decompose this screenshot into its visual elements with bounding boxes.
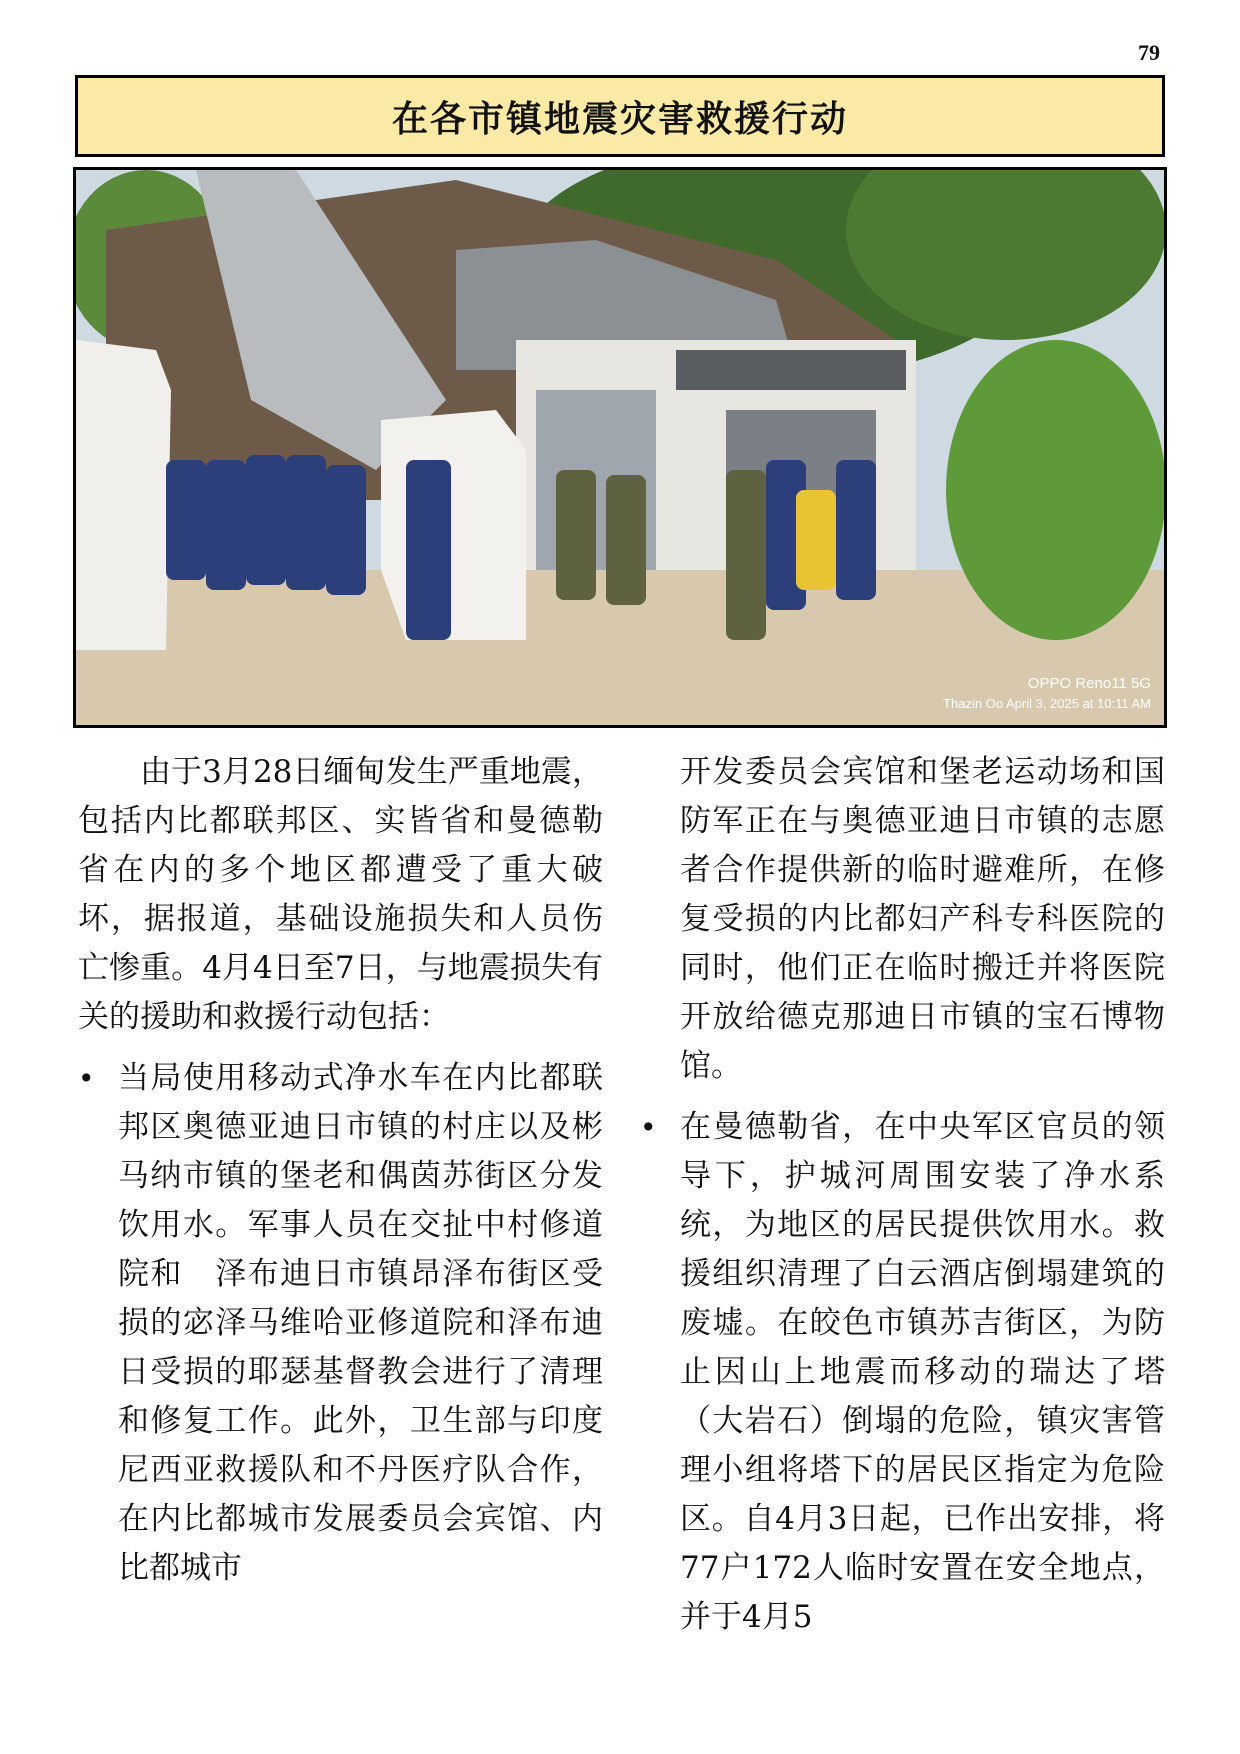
continued-paragraph: 开发委员会宾馆和堡老运动场和国防军正在与奥德亚迪日市镇的志愿者合作提供新的临时避难所，在修复受损的内比都妇产科专科医院的同时，他们正在临时搬迁并将医院开放给德克那迪日市镇的宝石博物馆。 (680, 754, 1165, 1084)
right-column (640, 748, 1165, 1642)
page-title: 在各市镇地震灾害救援行动 (391, 98, 848, 140)
intro-paragraph: 由于3月28日缅甸发生严重地震，包括内比都联邦区、实皆省和曼德勒省在内的多个地区都遭受了重大破坏，据报道，基础设施损失和人员伤亡惨重。4月4日至7日，与地震损失有关的援助和救援行动包括： (78, 754, 603, 1035)
bullet-text: 在曼德勒省，在中央军区官员的领导下，护城河周围安装了净水系统，为地区的居民提供饮用水。救援组织清理了白云酒店倒塌建筑的废墟。在皎色市镇苏吉街区，为防止因山上地震而移动的瑞达了塔（大岩石）倒塌的危险，镇灾害管理小组将塔下的居民区指定为危险区。自4月3日起，已作出安排，将77户172人临时安置在安全地点，并于4月5 (680, 1109, 1165, 1635)
photo-watermark-date: Thazin Oo April 3, 2025 at 10:11 AM (943, 696, 1151, 711)
bullet-text: 当局使用移动式净水车在内比都联邦区奥德亚迪日市镇的村庄以及彬马纳市镇的堡老和偶茵苏街区分发饮用水。军事人员在交扯中村修道院和 泽布迪日市镇昂泽布街区受损的宓泽马维哈亚修道院和泽布迪日受损的耶瑟基督教会进行了清理和修复工作。此外，卫生部与印度尼西亚救援队和不丹医疗队合作，在内比都城市发展委员会宾馆、内比都城市 (118, 1060, 603, 1586)
page-number: 79 (1138, 40, 1160, 65)
bullet-item-naypyitaw (78, 1054, 603, 1593)
bullet-icon: • (640, 1111, 657, 1144)
left-column (78, 748, 603, 1593)
bullet-icon: • (78, 1062, 95, 1095)
title-banner (75, 75, 1165, 157)
photo-watermark-device: OPPO Reno11 5G (1027, 675, 1151, 692)
rescue-photo (73, 167, 1167, 728)
bullet-item-mandalay (640, 1103, 1165, 1642)
